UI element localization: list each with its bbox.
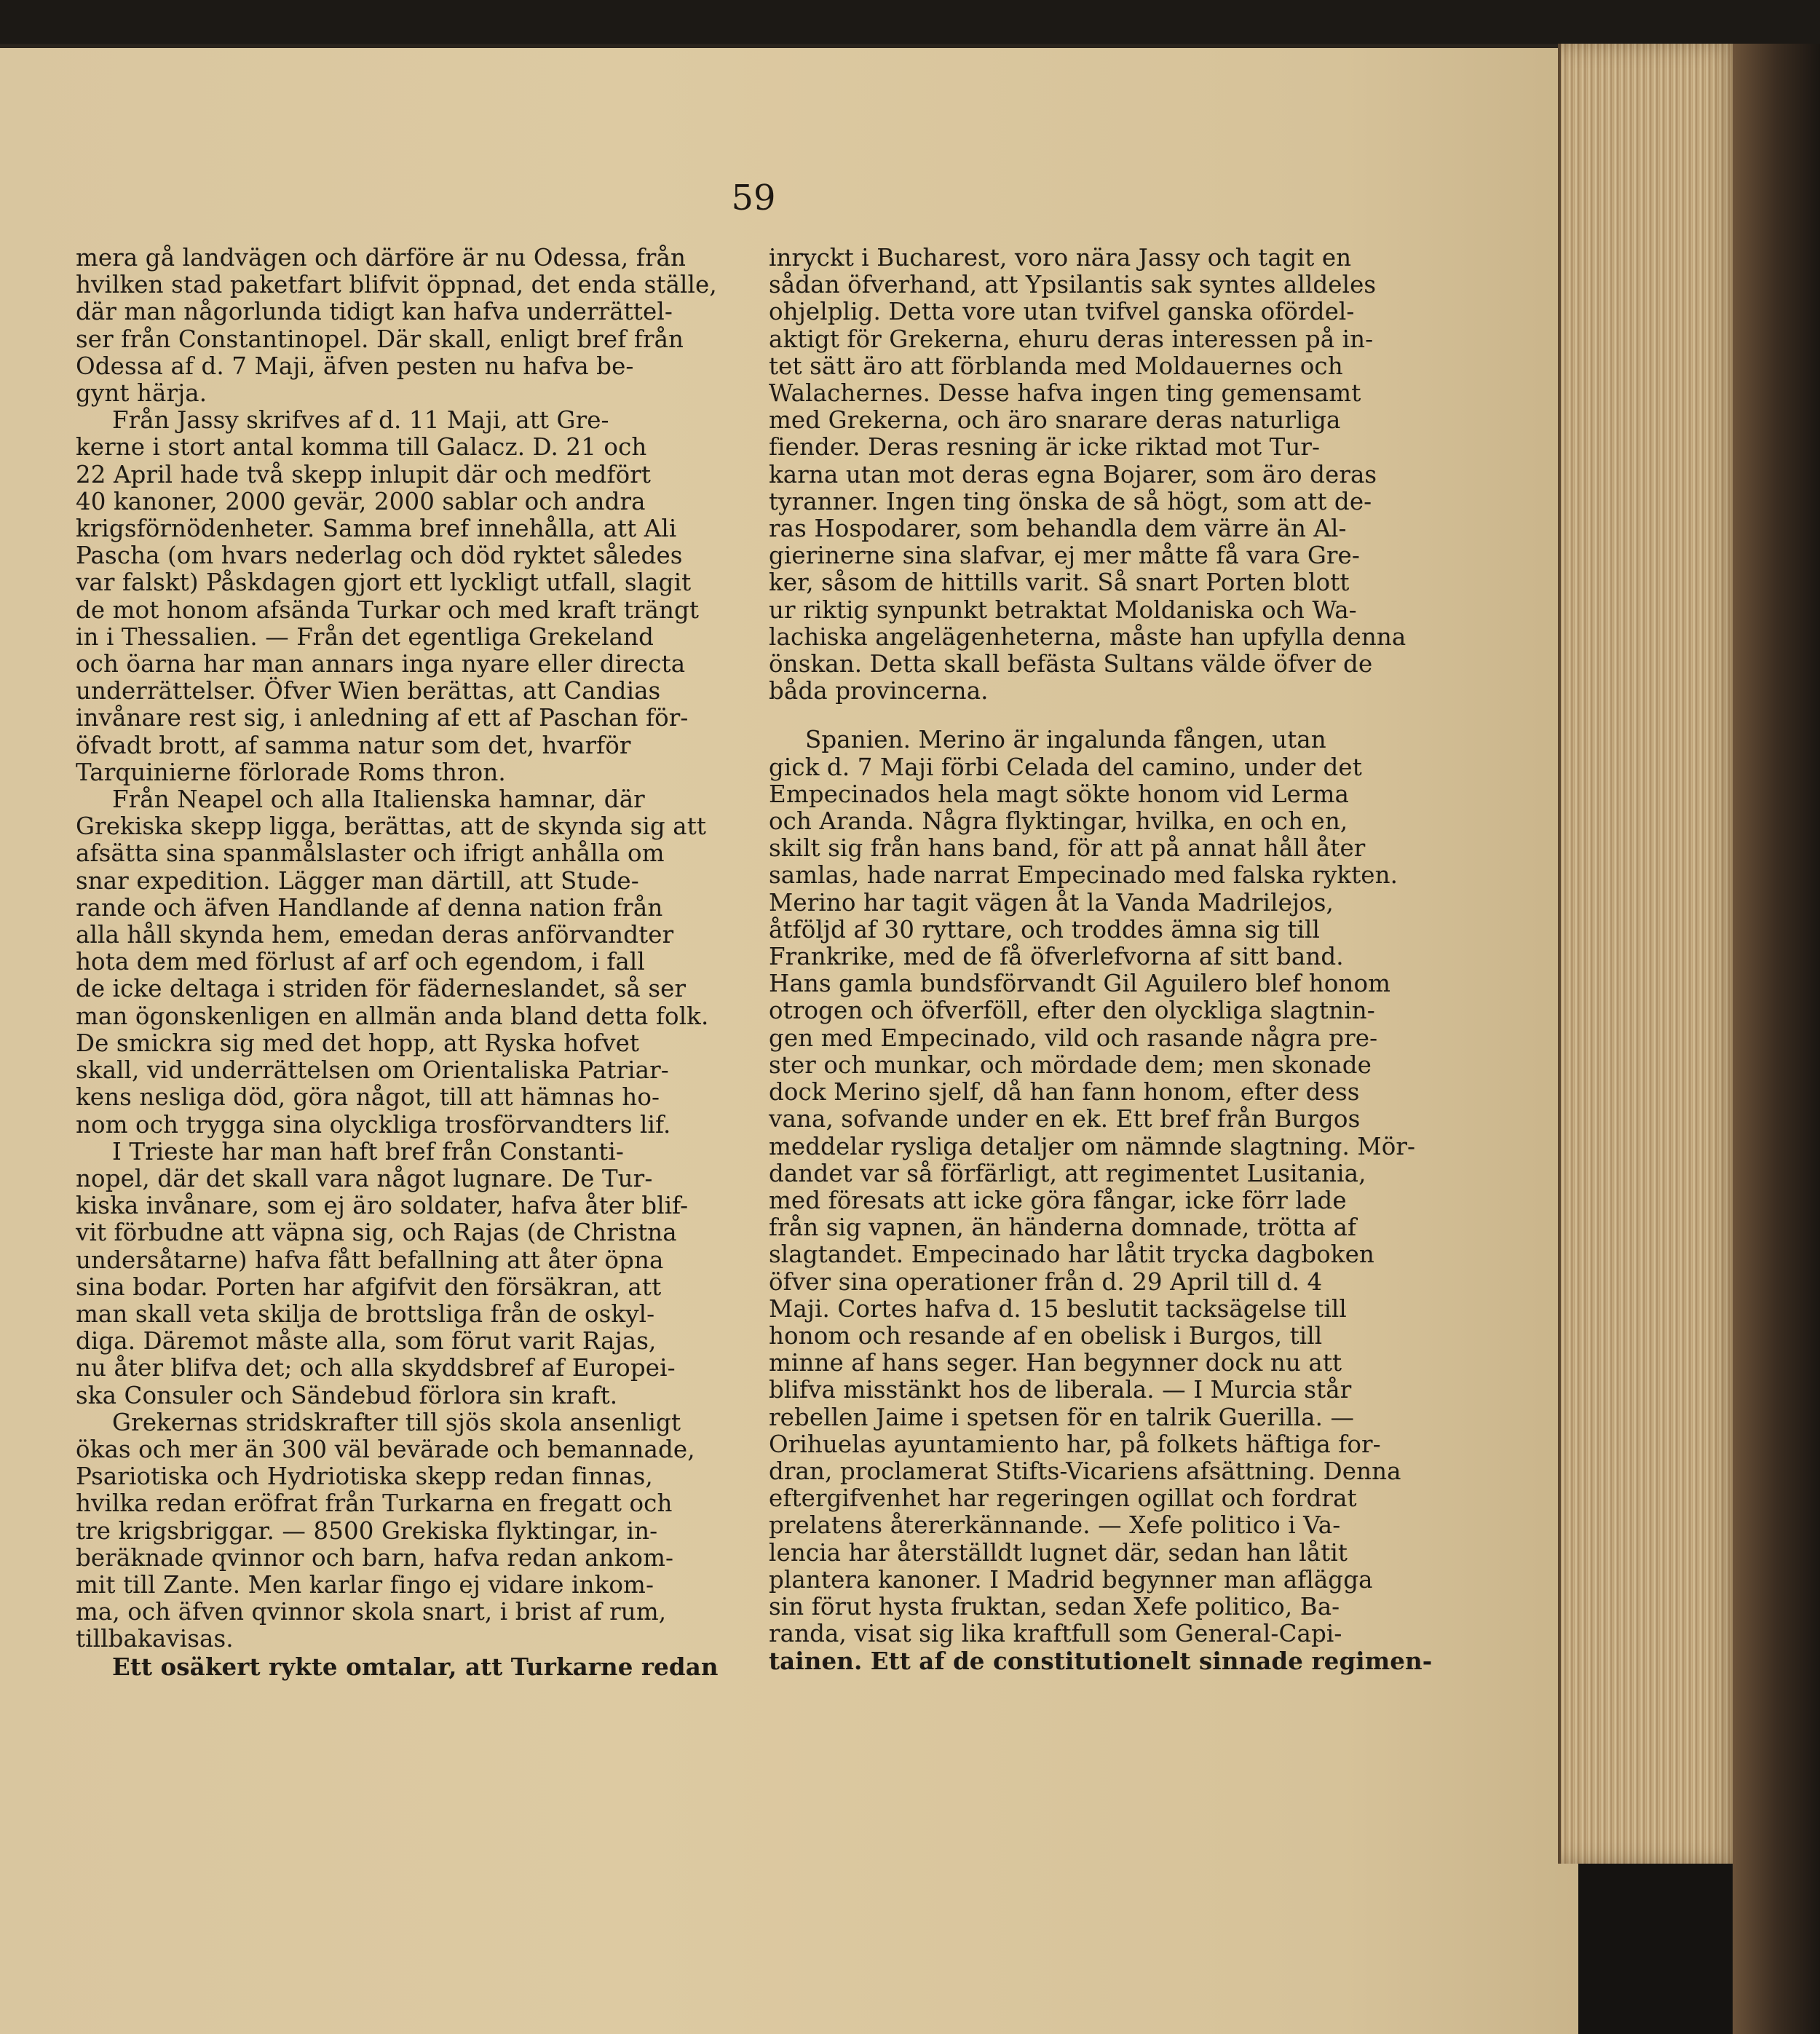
text-line: hota dem med förlust af arf och egendom, i fall: [76, 948, 645, 976]
text-line: nom och trygga sina olyckliga trosförvandters lif.: [76, 1110, 671, 1139]
text-line: ras Hospodarer, som behandla dem värre än Al-: [769, 515, 1347, 543]
text-line: kerne i stort antal komma till Galacz. D. 21 och: [76, 433, 647, 462]
binding-shadow: [1733, 44, 1820, 2034]
text-line: dock Merino sjelf, då han fann honom, efter dess: [769, 1078, 1360, 1107]
text-line: inryckt i Bucharest, voro nära Jassy och tagit en: [769, 244, 1352, 272]
text-line: beräknade qvinnor och barn, hafva redan ankom-: [76, 1543, 674, 1572]
text-line: Grekernas stridskrafter till sjös skola ansenligt: [112, 1408, 681, 1436]
text-line: man ögonskenligen en allmän anda bland detta folk.: [76, 1002, 709, 1030]
text-line: och öarna har man annars inga nyare eller directa: [76, 650, 686, 678]
text-line: alla håll skynda hem, emedan deras anförvandter: [76, 921, 674, 949]
text-line: Grekiska skepp ligga, berättas, att de skynda sig att: [76, 812, 707, 841]
text-line: ker, såsom de hittills varit. Så snart Porten blott: [769, 569, 1350, 597]
text-line: gick d. 7 Maji förbi Celada del camino, under det: [769, 753, 1362, 781]
text-line: [769, 705, 1428, 727]
text-line: eftergifvenhet har regeringen ogillat och fordrat: [769, 1484, 1357, 1513]
text-line: dran, proclamerat Stifts-Vicariens afsättning. Denna: [769, 1457, 1401, 1485]
text-line: Orihuelas ayuntamiento har, på folkets häftiga for-: [769, 1430, 1381, 1458]
text-line: vana, sofvande under en ek. Ett bref från Burgos: [769, 1105, 1361, 1133]
text-line: åtföljd af 30 ryttare, och troddes ämna sig till: [769, 915, 1321, 943]
text-line: båda provincerna.: [769, 677, 989, 705]
text-line: mit till Zante. Men karlar fingo ej vidare inkom-: [76, 1570, 654, 1599]
text-line: Merino har tagit vägen åt la Vanda Madrilejos,: [769, 888, 1334, 917]
text-line: ur riktig synpunkt betraktat Moldaniska och Wa-: [769, 595, 1357, 624]
text-line: snar expedition. Lägger man därtill, att Stude-: [76, 866, 639, 895]
text-line: meddelar rysliga detaljer om nämnde slagtning. Mör-: [769, 1132, 1416, 1160]
text-line: Hans gamla bundsförvandt Gil Aguilero blef honom: [769, 970, 1391, 998]
text-line: med Grekerna, och äro snarare deras naturliga: [769, 406, 1341, 435]
text-line: Maji. Cortes hafva d. 15 beslutit tacksägelse till: [769, 1294, 1347, 1323]
text-line: sådan öfverhand, att Ypsilantis sak syntes alldeles: [769, 271, 1377, 299]
text-line: minne af hans seger. Han begynner dock nu att: [769, 1349, 1342, 1377]
text-line: rande och äfven Handlande af denna nation från: [76, 893, 663, 922]
text-line: nopel, där det skall vara något lugnare. De Tur-: [76, 1164, 653, 1192]
text-line: gynt härja.: [76, 379, 207, 408]
text-line: Walachernes. Desse hafva ingen ting gemensamt: [769, 379, 1361, 408]
text-line: otrogen och öfverföll, efter den olyckliga slagtnin-: [769, 997, 1375, 1025]
page-number: 59: [731, 178, 776, 218]
text-line: hvilka redan eröfrat från Turkarna en fregatt och: [76, 1489, 673, 1518]
text-line: slagtandet. Empecinado har låtit trycka dagboken: [769, 1240, 1374, 1269]
text-line: blifva misstänkt hos de liberala. — I Murcia står: [769, 1376, 1352, 1404]
text-line: Ett osäkert rykte omtalar, att Turkarne redan: [112, 1652, 719, 1681]
text-line: hvilken stad paketfart blifvit öppnad, det enda ställe,: [76, 271, 717, 299]
text-line: var falskt) Påskdagen gjort ett lyckligt utfall, slagit: [76, 569, 692, 597]
book-page: [0, 48, 1578, 2034]
text-line: honom och resande af en obelisk i Burgos, till: [769, 1321, 1323, 1350]
text-line: underrättelser. Öfver Wien berättas, att Candias: [76, 677, 661, 705]
text-line: där man någorlunda tidigt kan hafva underrättel-: [76, 298, 673, 326]
text-line: öfver sina operationer från d. 29 April till d. 4: [769, 1267, 1323, 1296]
text-line: önskan. Detta skall befästa Sultans välde öfver de: [769, 650, 1373, 678]
text-line: Psariotiska och Hydriotiska skepp redan finnas,: [76, 1463, 653, 1491]
text-line: tre krigsbriggar. — 8500 Grekiska flyktingar, in-: [76, 1516, 658, 1545]
text-line: de icke deltaga i striden för fäderneslandet, så ser: [76, 975, 687, 1003]
text-line: sina bodar. Porten har afgifvit den försäkran, att: [76, 1273, 662, 1301]
text-line: karna utan mot deras egna Bojarer, som äro deras: [769, 460, 1377, 488]
text-line: gierinerne sina slafvar, ej mer måtte få vara Gre-: [769, 542, 1360, 570]
text-line: ster och munkar, och mördade dem; men skonade: [769, 1050, 1372, 1079]
text-line: kens nesliga död, göra något, till att hämnas ho-: [76, 1083, 660, 1112]
left-text-column: [76, 245, 735, 1680]
text-line: skall, vid underrättelsen om Orientaliska Patriar-: [76, 1056, 669, 1085]
right-text-column: [769, 244, 1433, 1676]
text-line: med föresats att icke göra fångar, icke förr lade: [769, 1186, 1347, 1214]
text-line: ökas och mer än 300 väl bevärade och bemannade,: [76, 1435, 695, 1463]
text-line: dandet var så förfärligt, att regimentet Lusitania,: [769, 1159, 1366, 1187]
text-line: rebellen Jaime i spetsen för en talrik Guerilla. —: [769, 1403, 1355, 1431]
text-line: Odessa af d. 7 Maji, äfven pesten nu hafva be-: [76, 352, 634, 380]
text-line: fiender. Deras resning är icke riktad mot Tur-: [769, 433, 1321, 462]
text-line: lencia har återställdt lugnet där, sedan han låtit: [769, 1538, 1348, 1567]
text-line: undersåtarne) hafva fått befallning att åter öpna: [76, 1246, 664, 1274]
text-line: tainen. Ett af de constitutionelt sinnade regimen-: [769, 1647, 1433, 1676]
text-line: Frankrike, med de få öfverlefvorna af sitt band.: [769, 943, 1344, 971]
text-line: sin förut hysta fruktan, sedan Xefe politico, Ba-: [769, 1592, 1340, 1621]
text-line: mera gå landvägen och därföre är nu Odessa, från: [76, 244, 686, 272]
text-line: Pascha (om hvars nederlag och död ryktet således: [76, 542, 683, 570]
text-line: aktigt för Grekerna, ehuru deras interessen på in-: [769, 325, 1374, 353]
text-line: ser från Constantinopel. Där skall, enligt bref från: [76, 325, 684, 353]
text-line: lachiska angelägenheterna, måste han upfylla denna: [769, 622, 1406, 651]
text-line: Tarquinierne förlorade Roms thron.: [76, 758, 506, 786]
text-line: Spanien. Merino är ingalunda fången, utan: [805, 726, 1326, 754]
text-line: ska Consuler och Sändebud förlora sin kraft.: [76, 1381, 618, 1409]
text-line: Från Jassy skrifves af d. 11 Maji, att Gre-: [112, 406, 609, 435]
text-line: Från Neapel och alla Italienska hamnar, där: [112, 785, 645, 814]
text-line: ohjelplig. Detta vore utan tvifvel ganska ofördel-: [769, 298, 1355, 326]
text-line: in i Thessalien. — Från det egentliga Grekeland: [76, 622, 654, 651]
text-line: invånare rest sig, i anledning af ett af Paschan för-: [76, 704, 689, 732]
text-line: randa, visat sig lika kraftfull som General-Capi-: [769, 1620, 1342, 1648]
text-line: plantera kanoner. I Madrid begynner man aflägga: [769, 1565, 1373, 1594]
text-line: I Trieste har man haft bref från Constanti-: [112, 1137, 624, 1166]
text-line: tillbakavisas.: [76, 1625, 234, 1653]
page-fore-edge: [1558, 44, 1743, 1864]
text-line: prelatens återerkännande. — Xefe politico i Va-: [769, 1511, 1341, 1540]
text-line: kiska invånare, som ej äro soldater, hafva åter blif-: [76, 1192, 689, 1220]
text-line: de mot honom afsända Turkar och med kraft trängt: [76, 595, 700, 624]
text-line: skilt sig från hans band, för att på annat håll åter: [769, 834, 1366, 863]
text-line: gen med Empecinado, vild och rasande några pre-: [769, 1024, 1378, 1052]
text-line: Empecinados hela magt sökte honom vid Lerma: [769, 780, 1349, 808]
text-line: från sig vapnen, än händerna domnade, trötta af: [769, 1214, 1357, 1242]
text-line: ma, och äfven qvinnor skola snart, i brist af rum,: [76, 1598, 667, 1626]
text-line: nu åter blifva det; och alla skyddsbref af Europei-: [76, 1354, 676, 1382]
text-line: krigsförnödenheter. Samma bref innehålla, att Ali: [76, 515, 677, 543]
text-line: afsätta sina spanmålslaster och ifrigt anhålla om: [76, 839, 665, 868]
text-line: och Aranda. Några flyktingar, hvilka, en och en,: [769, 807, 1348, 836]
text-line: 40 kanoner, 2000 gevär, 2000 sablar och andra: [76, 487, 646, 515]
text-line: man skall veta skilja de brottsliga från de oskyl-: [76, 1299, 655, 1328]
text-line: De smickra sig med det hopp, att Ryska hofvet: [76, 1029, 640, 1057]
text-line: 22 April hade två skepp inlupit där och medfört: [76, 460, 652, 488]
text-line: samlas, hade narrat Empecinado med falska rykten.: [769, 861, 1398, 890]
text-line: tyranner. Ingen ting önska de så högt, som att de-: [769, 487, 1372, 515]
text-line: diga. Däremot måste alla, som förut varit Rajas,: [76, 1327, 657, 1356]
text-line: öfvadt brott, af samma natur som det, hvarför: [76, 731, 631, 759]
text-line: tet sätt äro att förblanda med Moldauernes och: [769, 352, 1343, 380]
text-line: vit förbudne att väpna sig, och Rajas (de Christna: [76, 1219, 677, 1247]
